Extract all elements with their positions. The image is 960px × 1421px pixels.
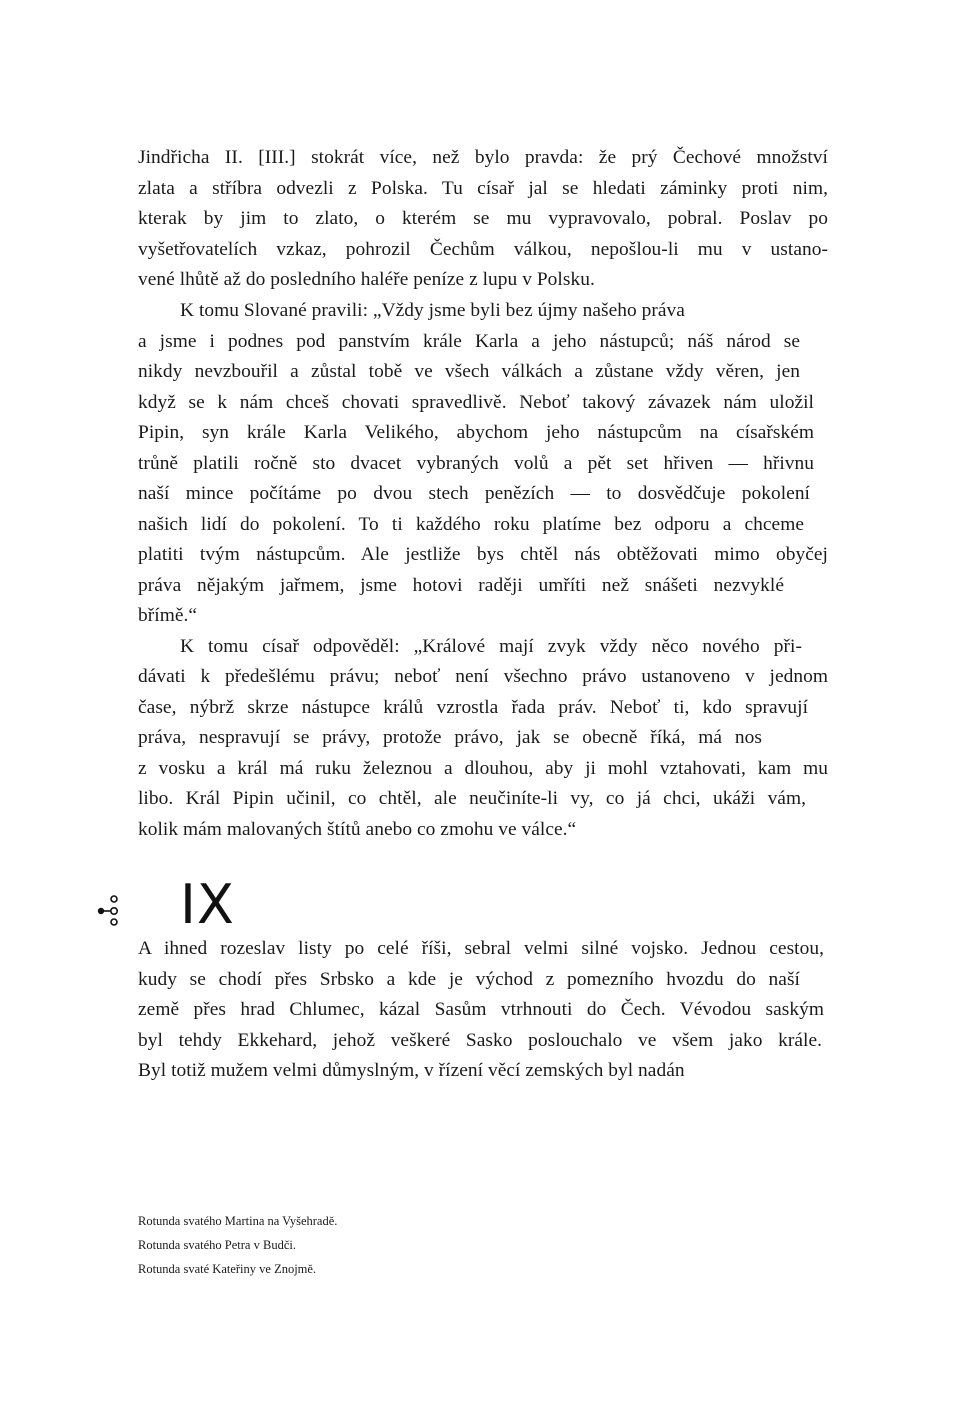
text-line: čase, nýbrž skrze nástupce králů vzrostla řada práv. Neboť ti, kdo spravují [138, 696, 808, 718]
text-line: kudy se chodí přes Srbsko a kde je východ z pomezního hvozdu do naší [138, 968, 800, 990]
text-line: platiti tvým nástupcům. Ale jestliže bys chtěl nás obtěžovati mimo obyčej [138, 544, 828, 565]
text-line: nikdy nevzbouřil a zůstal tobě ve všech válkách a zůstane vždy věren, jen [138, 361, 800, 382]
text-line: dávati k předešlému právu; neboť není všechno právo ustanoveno v jednom [138, 666, 828, 687]
text-line: našich lidí do pokolení. To ti každého roku platíme bez odporu a chceme [138, 513, 804, 535]
text-line: vyšetřovatelích vzkaz, pohrozil Čechům válkou, nepošlou-li mu v ustano- [138, 238, 828, 260]
fleuron-ornament-icon [97, 893, 123, 927]
text-line: K tomu císař odpověděl: „Králové mají zvyk vždy něco nového při- [180, 635, 802, 657]
text-line: zlata a stříbra odvezli z Polska. Tu císař jal se hledati záminky proti nim, [138, 177, 828, 199]
chapter-number: IX [180, 873, 235, 936]
text-line: Pipin, syn krále Karla Velikého, abychom jeho nástupcům na císařském [138, 422, 814, 443]
text-line: břímě.“ [138, 605, 198, 626]
caption: Rotunda svatého Petra v Budči. [138, 1238, 296, 1252]
text-line: práva nějakým jařmem, jsme hotovi raději umříti než snášeti nezvyklé [138, 574, 784, 596]
text-line: z vosku a král má ruku železnou a dlouhou, aby ji mohl vztahovati, kam mu [138, 757, 828, 779]
text-line: a jsme i podnes pod panstvím krále Karla a jeho nástupců; náš národ se [138, 330, 800, 352]
text-line: když se k nám chceš chovati spravedlivě. Neboť takový závazek nám uložil [138, 391, 814, 413]
text-line: kterak by jim to zlato, o kterém se mu vypravovalo, pobral. Poslav po [138, 208, 828, 229]
caption: Rotunda svaté Kateřiny ve Znojmě. [138, 1262, 317, 1276]
text-line: vené lhůtě až do posledního haléře peníze z lupu v Polsku. [138, 269, 595, 290]
text-line: naší mince počítáme po dvou stech penězích — to dosvědčuje pokolení [138, 483, 810, 504]
text-line: trůně platili ročně sto dvacet vybraných volů a pět set hřiven — hřivnu [138, 452, 814, 474]
text-line: libo. Král Pipin učinil, co chtěl, ale neučiníte-li vy, co já chci, ukáži vám, [138, 788, 806, 809]
text-line: práva, nespravují se právy, protože právo, jak se obecně říká, má nos [138, 727, 762, 748]
text-line: země přes hrad Chlumec, kázal Sasům vtrhnouti do Čech. Vévodou saským [138, 999, 824, 1020]
text-line: Jindřicha II. [III.] stokrát více, než bylo pravda: že prý Čechové množství [138, 147, 828, 168]
text-line: K tomu Slované pravili: „Vždy jsme byli bez újmy našeho práva [180, 300, 685, 321]
text-line: kolik mám malovaných štítů anebo co zmohu ve válce.“ [138, 818, 577, 840]
text-line: byl tehdy Ekkehard, jehož veškeré Sasko poslouchalo ve všem jako krále. [138, 1029, 822, 1051]
text-line: A ihned rozeslav listy po celé říši, sebral velmi silné vojsko. Jednou cestou, [138, 938, 824, 959]
caption: Rotunda svatého Martina na Vyšehradě. [138, 1214, 338, 1228]
text-line: Byl totiž mužem velmi důmyslným, v řízení věcí zemských byl nadán [138, 1060, 685, 1081]
